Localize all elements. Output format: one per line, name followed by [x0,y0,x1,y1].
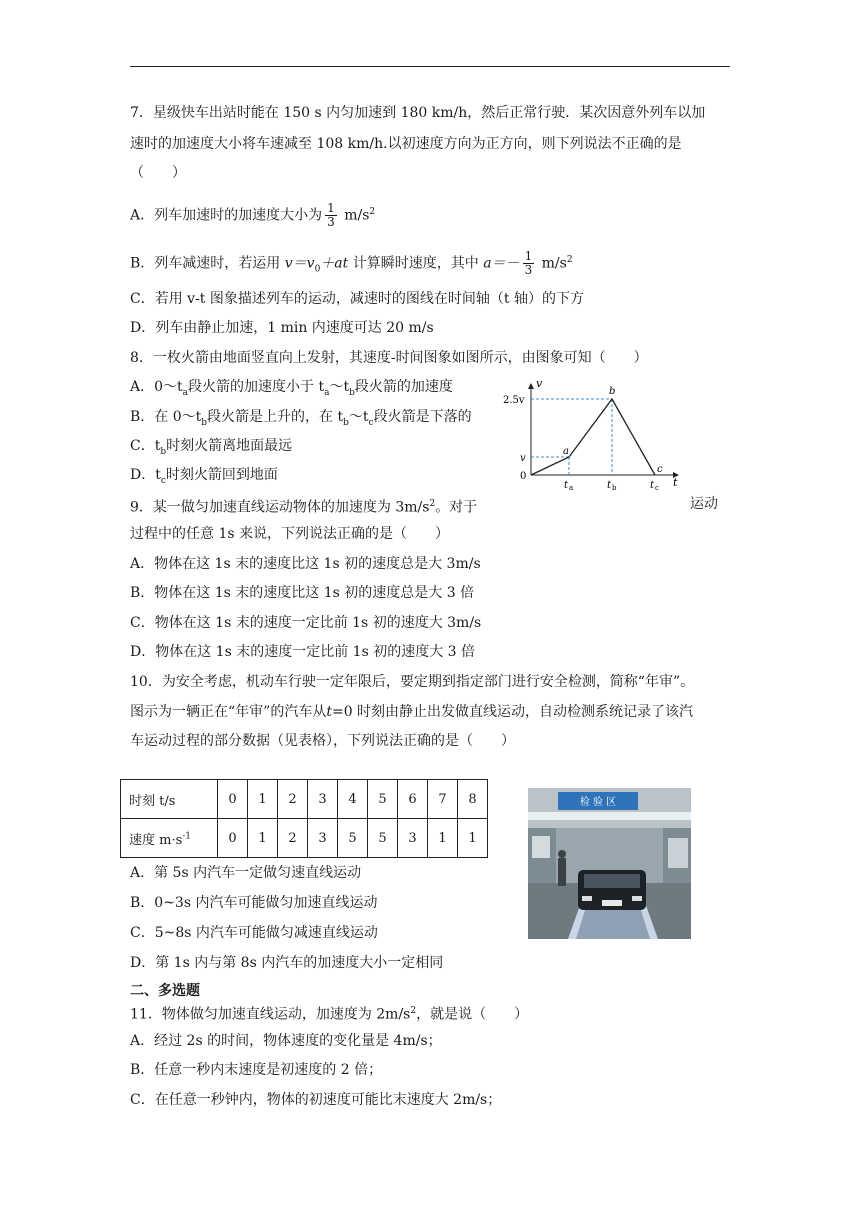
q10-option-a: A．第 5s 内汽车一定做匀速直线运动 [130,865,362,881]
table-cell: 7 [428,780,458,819]
q7-option-c: C．若用 v-t 图象描述列车的运动，减速时的图线在时间轴（t 轴）的下方 [130,291,584,307]
table-cell: 3 [398,819,428,858]
q8-option-c: C．$t_b$时刻火箭离地面最远 [130,438,293,457]
header-rule [130,66,730,67]
y-tick-label: 0 [520,471,527,482]
graph-line [531,399,655,475]
table-row [121,819,488,858]
data-table [120,779,488,858]
q11-stem: 11．物体做匀加速直线运动，加速度为 $2m/s^2$，就是说（ ） [130,1006,529,1023]
q7-stem-line2: 速时的加速度大小将车速减至 108 km/h.以初速度方向为正方向，则下列说法不正确的是 [130,136,682,152]
q10-option-d: D．第 1s 内与第 8s 内汽车的加速度大小一定相同 [130,955,444,971]
q10-stem-line2: 图示为一辆正在“年审”的汽车从t=0 时刻由静止出发做直线运动，自动检测系统记录了该汽 [130,704,694,720]
velocity-time-graph [500,378,685,493]
table-cell: 6 [398,780,428,819]
q9-option-b: B．物体在这 1s 末的速度比这 1s 初的速度总是大 3 倍 [130,585,475,601]
point-label: a [563,446,569,457]
table-header-cell: 速度 $m\cdot s^{-1}$ [121,819,218,858]
point-label: c [657,464,663,475]
table-cell: 1 [248,819,278,858]
q11-option-a: A．经过 2s 的时间，物体速度的变化量是 4m/s； [130,1033,442,1049]
car-inspection-photo [528,788,691,939]
y-axis-label: v [536,378,543,390]
q9-option-a: A．物体在这 1s 末的速度比这 1s 初的速度总是大 3m/s [130,556,481,572]
q9-stem-line2: 过程中的任意 1s 来说，下列说法正确的是（ ） [130,526,449,542]
table-row [121,780,488,819]
q10-option-b: B．0~3s 内汽车可能做匀加速直线运动 [130,895,378,911]
q9-stem-line1: 9．某一做匀加速直线运动物体的加速度为 $3m/s^2$。对于 [130,499,478,516]
q7-option-d: D．列车由静止加速，1 min 内速度可达 20 m/s [130,320,434,336]
table-cell: 0 [218,780,248,819]
q8-option-b: B．在 $0\sim t_b$段火箭是上升的，在 $t_b\sim t_c$段火箭是下落的 [130,409,472,428]
q11-option-b: B．任意一秒内末速度是初速度的 2 倍； [130,1062,383,1078]
y-tick-label: 2.5v [503,395,525,406]
table-header-cell: 时刻 t/s [121,780,218,819]
q10-option-c: C．5~8s 内汽车可能做匀减速直线运动 [130,925,378,941]
x-tick-sub: b [612,484,617,492]
table-cell: 1 [428,819,458,858]
table-cell: 4 [338,780,368,819]
q11-option-c: C．在任意一秒钟内，物体的初速度可能比末速度大 2m/s； [130,1092,502,1108]
q8-stem: 8．一枚火箭由地面竖直向上发射，其速度-时间图象如图所示，由图象可知（ ） [130,350,648,366]
table-cell: 5 [338,819,368,858]
table-cell: 2 [278,819,308,858]
table-cell: 5 [368,780,398,819]
x-tick-label: t [564,480,569,491]
table-cell: 8 [458,780,488,819]
table-cell: 1 [248,780,278,819]
x-axis-label: t [673,476,678,489]
section-heading: 二、多选题 [130,983,200,999]
q8-option-d: D．$t_c$时刻火箭回到地面 [130,467,278,486]
fraction: $\frac{1}{3}$ [327,201,335,230]
x-tick-sub: a [569,484,574,492]
x-tick-label: t [650,480,655,491]
q9-option-c: C．物体在这 1s 末的速度一定比前 1s 初的速度大 3m/s [130,615,482,631]
q8-option-a: A．$0\sim t_a$段火箭的加速度小于 $t_a\sim t_b$段火箭的加速度 [130,379,453,398]
table-cell: 1 [458,819,488,858]
q10-stem-line1: 10．为安全考虑，机动车行驶一定年限后，要定期到指定部门进行安全检测，简称“年审”。 [130,674,695,690]
q7-stem-line1: 7．星级快车出站时能在 150 s 内匀加速到 180 km/h，然后正常行驶．某次因意外列车以加 [130,105,706,121]
x-tick-label: t [607,480,612,491]
fraction: $\frac{1}{3}$ [524,249,533,278]
table-cell: 5 [368,819,398,858]
table-cell: 0 [218,819,248,858]
table-cell: 3 [308,780,338,819]
q7-option-a: A．列车加速时的加速度大小为 $\frac{1}{3}$ $m/s^2$ [130,201,376,230]
q7-stem-line3: （ ） [130,165,186,181]
y-tick-label: v [520,453,526,464]
q9-stem-tail: 运动 [690,496,718,512]
inspection-sign-text: 检 验 区 [579,797,617,808]
q10-stem-line3: 车运动过程的部分数据（见表格），下列说法正确的是（ ） [130,733,515,749]
table-cell: 3 [308,819,338,858]
table-cell: 2 [278,780,308,819]
point-label: b [609,386,616,397]
x-tick-sub: c [655,484,659,492]
q7-option-b: B．列车减速时，若运用 $v=v_0+at$ 计算瞬时速度，其中 a＝－ $\frac{1}{3}$ $m/s^2$ [130,249,573,278]
q9-option-d: D．物体在这 1s 末的速度一定比前 1s 初的速度大 3 倍 [130,644,476,660]
